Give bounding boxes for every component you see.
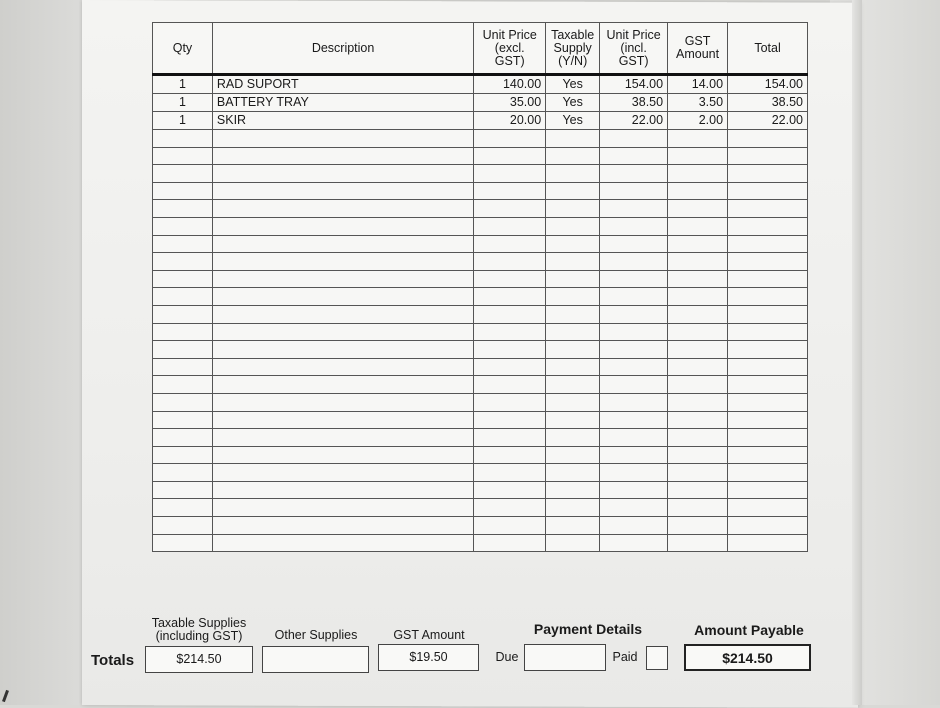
blank-cell	[728, 534, 808, 552]
blank-cell	[546, 235, 600, 253]
blank-cell	[474, 147, 546, 165]
blank-cell	[728, 165, 808, 183]
cell-total: 154.00	[728, 75, 808, 94]
cell-taxable: Yes	[546, 75, 600, 94]
blank-cell	[668, 130, 728, 148]
blank-cell	[153, 217, 213, 235]
blank-cell	[153, 235, 213, 253]
blank-cell	[728, 376, 808, 394]
blank-cell	[668, 429, 728, 447]
cell-qty: 1	[153, 94, 213, 112]
gst-amount-label: GST Amount	[393, 628, 465, 642]
cell-gst-amount: 3.50	[668, 94, 728, 112]
blank-table-row	[153, 217, 808, 235]
blank-cell	[668, 305, 728, 323]
blank-cell	[153, 130, 213, 148]
table-body	[153, 75, 808, 552]
amount-payable-label: Amount Payable	[694, 622, 804, 638]
table-row	[153, 75, 808, 94]
blank-cell	[546, 341, 600, 359]
blank-cell	[212, 182, 473, 200]
blank-cell	[728, 217, 808, 235]
header-taxable-line1: Taxable	[551, 27, 595, 42]
blank-cell	[153, 341, 213, 359]
blank-table-row	[153, 534, 808, 552]
cell-description: BATTERY TRAY	[212, 94, 473, 112]
blank-cell	[212, 429, 473, 447]
blank-cell	[546, 464, 600, 482]
blank-cell	[668, 358, 728, 376]
blank-cell	[546, 182, 600, 200]
blank-cell	[600, 288, 668, 306]
blank-cell	[600, 358, 668, 376]
invoice-items-table	[152, 22, 808, 552]
blank-cell	[728, 517, 808, 535]
header-unit-price-excl-line1: Unit Price	[482, 27, 537, 42]
blank-cell	[546, 499, 600, 517]
header-gst-line1: GST	[684, 34, 711, 48]
blank-table-row	[153, 499, 808, 517]
blank-cell	[153, 446, 213, 464]
blank-cell	[600, 376, 668, 394]
blank-cell	[728, 446, 808, 464]
blank-cell	[212, 411, 473, 429]
blank-cell	[546, 429, 600, 447]
header-taxable-line2: Supply	[553, 40, 592, 55]
blank-cell	[728, 341, 808, 359]
blank-cell	[728, 411, 808, 429]
cell-unit-price-excl: 140.00	[474, 75, 546, 94]
blank-cell	[153, 481, 213, 499]
blank-cell	[474, 341, 546, 359]
blank-cell	[212, 165, 473, 183]
blank-cell	[474, 358, 546, 376]
blank-table-row	[153, 464, 808, 482]
amount-payable-field[interactable]: $214.50	[684, 644, 811, 671]
blank-cell	[728, 182, 808, 200]
blank-cell	[668, 147, 728, 165]
blank-cell	[728, 429, 808, 447]
gst-amount-field[interactable]: $19.50	[378, 644, 479, 671]
blank-cell	[212, 200, 473, 218]
blank-cell	[668, 217, 728, 235]
blank-cell	[728, 305, 808, 323]
blank-cell	[474, 464, 546, 482]
blank-cell	[153, 534, 213, 552]
blank-cell	[600, 147, 668, 165]
blank-cell	[153, 376, 213, 394]
blank-cell	[474, 235, 546, 253]
blank-table-row	[153, 341, 808, 359]
totals-section	[0, 600, 940, 700]
blank-cell	[728, 499, 808, 517]
blank-cell	[668, 182, 728, 200]
table-row	[153, 94, 808, 112]
blank-cell	[153, 499, 213, 517]
payment-details-label: Payment Details	[533, 621, 643, 637]
paid-field[interactable]	[646, 646, 668, 670]
blank-cell	[546, 270, 600, 288]
blank-table-row	[153, 376, 808, 394]
blank-cell	[546, 253, 600, 271]
blank-cell	[600, 464, 668, 482]
blank-cell	[600, 481, 668, 499]
header-unit-price-excl	[474, 23, 546, 75]
blank-cell	[728, 464, 808, 482]
blank-cell	[212, 393, 473, 411]
blank-table-row	[153, 429, 808, 447]
cell-unit-price-incl: 22.00	[600, 112, 668, 130]
blank-table-row	[153, 481, 808, 499]
due-label: Due	[495, 650, 519, 664]
blank-cell	[212, 270, 473, 288]
blank-cell	[668, 200, 728, 218]
taxable-supplies-label	[144, 617, 254, 643]
blank-cell	[546, 534, 600, 552]
blank-cell	[728, 323, 808, 341]
cell-qty: 1	[153, 112, 213, 130]
header-unit-price-incl	[600, 23, 668, 75]
blank-cell	[153, 305, 213, 323]
blank-cell	[474, 130, 546, 148]
blank-cell	[600, 182, 668, 200]
blank-cell	[212, 446, 473, 464]
blank-cell	[728, 130, 808, 148]
blank-cell	[728, 481, 808, 499]
other-supplies-label: Other Supplies	[274, 628, 358, 642]
blank-cell	[668, 446, 728, 464]
blank-table-row	[153, 358, 808, 376]
blank-cell	[153, 270, 213, 288]
blank-table-row	[153, 270, 808, 288]
blank-cell	[668, 341, 728, 359]
blank-table-row	[153, 288, 808, 306]
taxable-supplies-field[interactable]: $214.50	[145, 646, 253, 673]
blank-cell	[474, 200, 546, 218]
table-row	[153, 112, 808, 130]
blank-cell	[600, 323, 668, 341]
cell-gst-amount: 14.00	[668, 75, 728, 94]
blank-cell	[212, 305, 473, 323]
blank-cell	[474, 429, 546, 447]
blank-cell	[546, 305, 600, 323]
cell-taxable: Yes	[546, 112, 600, 130]
blank-cell	[474, 253, 546, 271]
blank-table-row	[153, 182, 808, 200]
blank-cell	[153, 253, 213, 271]
blank-cell	[668, 376, 728, 394]
blank-cell	[728, 200, 808, 218]
blank-cell	[546, 411, 600, 429]
table-header-row	[153, 23, 808, 75]
blank-cell	[668, 411, 728, 429]
blank-table-row	[153, 235, 808, 253]
blank-cell	[600, 253, 668, 271]
blank-cell	[668, 270, 728, 288]
blank-cell	[153, 464, 213, 482]
blank-table-row	[153, 411, 808, 429]
blank-cell	[474, 499, 546, 517]
cell-taxable: Yes	[546, 94, 600, 112]
blank-table-row	[153, 393, 808, 411]
blank-cell	[153, 182, 213, 200]
blank-cell	[668, 165, 728, 183]
blank-cell	[474, 217, 546, 235]
blank-cell	[212, 235, 473, 253]
blank-cell	[600, 446, 668, 464]
blank-cell	[600, 517, 668, 535]
header-unit-price-excl-line2: (excl. GST)	[494, 40, 525, 68]
blank-cell	[474, 446, 546, 464]
blank-cell	[474, 288, 546, 306]
blank-cell	[474, 305, 546, 323]
cell-description: RAD SUPORT	[212, 75, 473, 94]
blank-cell	[546, 288, 600, 306]
blank-table-row	[153, 200, 808, 218]
header-unit-price-incl-line2: (incl. GST)	[618, 40, 649, 68]
header-taxable-supply	[546, 23, 600, 75]
blank-cell	[212, 517, 473, 535]
blank-cell	[212, 288, 473, 306]
blank-cell	[153, 165, 213, 183]
blank-cell	[668, 253, 728, 271]
blank-cell	[600, 429, 668, 447]
blank-cell	[474, 534, 546, 552]
blank-cell	[546, 165, 600, 183]
blank-cell	[153, 358, 213, 376]
blank-cell	[668, 464, 728, 482]
blank-cell	[546, 446, 600, 464]
blank-cell	[600, 499, 668, 517]
blank-cell	[212, 358, 473, 376]
cell-unit-price-excl: 20.00	[474, 112, 546, 130]
blank-cell	[668, 481, 728, 499]
blank-cell	[212, 499, 473, 517]
blank-cell	[728, 147, 808, 165]
taxable-supplies-label-line1: Taxable Supplies	[151, 616, 247, 630]
cell-qty: 1	[153, 75, 213, 94]
totals-label: Totals	[91, 652, 135, 669]
blank-cell	[474, 393, 546, 411]
blank-cell	[153, 200, 213, 218]
paid-label: Paid	[612, 650, 638, 664]
blank-cell	[474, 182, 546, 200]
blank-cell	[212, 481, 473, 499]
cell-unit-price-incl: 38.50	[600, 94, 668, 112]
blank-cell	[474, 323, 546, 341]
blank-cell	[212, 217, 473, 235]
header-gst-amount	[668, 23, 728, 75]
blank-cell	[600, 411, 668, 429]
header-gst-line2: Amount	[676, 47, 720, 61]
blank-cell	[153, 393, 213, 411]
blank-cell	[728, 358, 808, 376]
cell-description: SKIR	[212, 112, 473, 130]
blank-cell	[546, 517, 600, 535]
cell-unit-price-excl: 35.00	[474, 94, 546, 112]
cell-unit-price-incl: 154.00	[600, 75, 668, 94]
blank-cell	[546, 393, 600, 411]
blank-cell	[153, 411, 213, 429]
blank-cell	[212, 376, 473, 394]
blank-cell	[153, 147, 213, 165]
blank-cell	[600, 393, 668, 411]
blank-cell	[728, 235, 808, 253]
cell-total: 22.00	[728, 112, 808, 130]
blank-table-row	[153, 253, 808, 271]
blank-cell	[668, 499, 728, 517]
blank-cell	[546, 200, 600, 218]
blank-cell	[668, 288, 728, 306]
blank-cell	[474, 270, 546, 288]
blank-cell	[474, 411, 546, 429]
blank-cell	[212, 341, 473, 359]
blank-cell	[600, 270, 668, 288]
blank-cell	[600, 534, 668, 552]
blank-cell	[728, 288, 808, 306]
due-field[interactable]	[524, 644, 606, 671]
blank-table-row	[153, 517, 808, 535]
header-taxable-line3: (Y/N)	[558, 53, 588, 68]
blank-cell	[600, 341, 668, 359]
blank-cell	[668, 323, 728, 341]
blank-cell	[728, 253, 808, 271]
blank-cell	[668, 393, 728, 411]
blank-table-row	[153, 147, 808, 165]
blank-cell	[600, 217, 668, 235]
blank-cell	[668, 534, 728, 552]
blank-cell	[546, 481, 600, 499]
other-supplies-field[interactable]	[262, 646, 369, 673]
blank-cell	[212, 323, 473, 341]
blank-cell	[728, 393, 808, 411]
blank-table-row	[153, 446, 808, 464]
blank-cell	[212, 253, 473, 271]
blank-cell	[474, 481, 546, 499]
blank-table-row	[153, 165, 808, 183]
blank-cell	[546, 147, 600, 165]
blank-cell	[212, 147, 473, 165]
blank-cell	[212, 534, 473, 552]
blank-cell	[212, 464, 473, 482]
blank-cell	[546, 130, 600, 148]
blank-cell	[600, 165, 668, 183]
blank-cell	[153, 323, 213, 341]
blank-cell	[474, 517, 546, 535]
blank-cell	[474, 165, 546, 183]
blank-table-row	[153, 305, 808, 323]
blank-cell	[728, 270, 808, 288]
blank-cell	[546, 358, 600, 376]
blank-table-row	[153, 130, 808, 148]
blank-cell	[153, 288, 213, 306]
cell-gst-amount: 2.00	[668, 112, 728, 130]
blank-cell	[546, 376, 600, 394]
blank-cell	[600, 200, 668, 218]
header-qty: Qty	[153, 23, 213, 75]
blank-cell	[668, 235, 728, 253]
header-description: Description	[212, 23, 473, 75]
blank-cell	[546, 323, 600, 341]
taxable-supplies-label-line2: (including GST)	[155, 629, 243, 643]
blank-cell	[212, 130, 473, 148]
blank-cell	[600, 305, 668, 323]
blank-cell	[153, 517, 213, 535]
blank-cell	[474, 376, 546, 394]
blank-cell	[546, 217, 600, 235]
blank-cell	[153, 429, 213, 447]
blank-table-row	[153, 323, 808, 341]
blank-cell	[600, 130, 668, 148]
cell-total: 38.50	[728, 94, 808, 112]
blank-cell	[600, 235, 668, 253]
blank-cell	[668, 517, 728, 535]
header-total: Total	[728, 23, 808, 75]
header-unit-price-incl-line1: Unit Price	[606, 27, 661, 42]
